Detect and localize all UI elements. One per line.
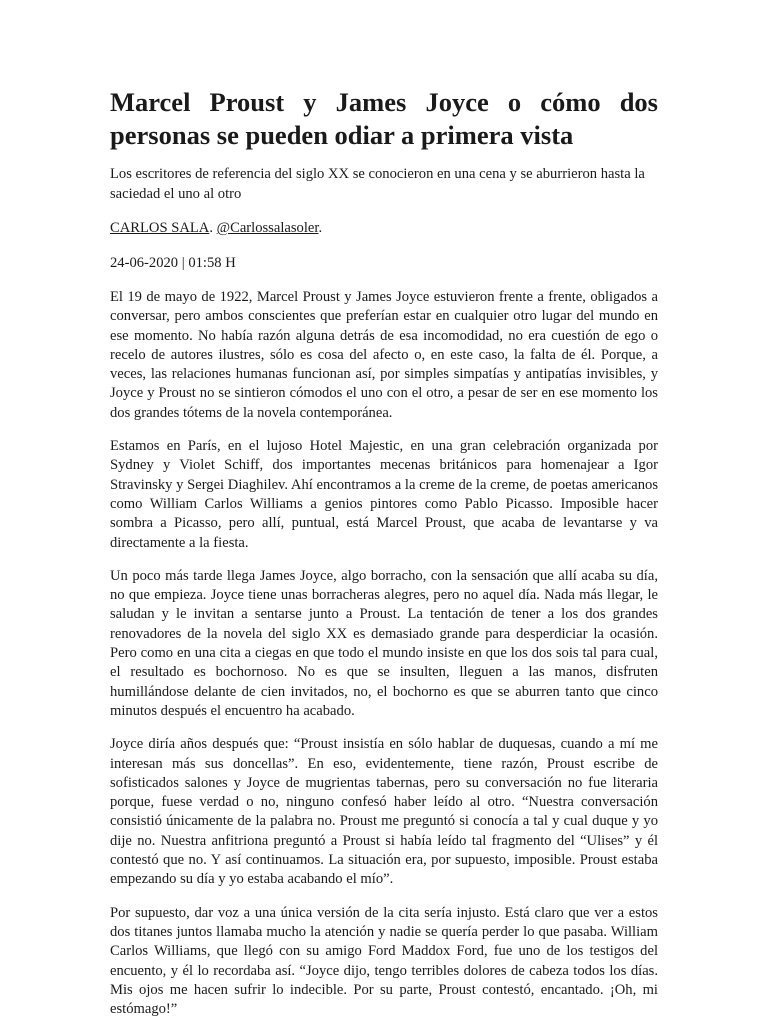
byline-separator: . xyxy=(209,220,217,236)
article-subtitle: Los escritores de referencia del siglo XX se conocieron en una cena y se aburrieron hasta la saciedad el uno al otro xyxy=(110,166,645,202)
author-handle-link[interactable]: @Carlossalasoler xyxy=(216,220,319,236)
paragraph: Un poco más tarde llega James Joyce, algo borracho, con la sensación que allí acaba su día, no que empieza. Joyce tiene unas borracheras alegres, pero no aquel día. Nada más llegar, le saludan y le invitan a sentarse junto a Proust. La tentación de tener a los dos grandes renovadores de la novela del siglo XX es demasiado grande para desperdiciar la ocasión. Pero como en una cita a ciegas en que todo el mundo insiste en que los dos sois tal para cual, el resultado es bochornoso. No es que se insulten, lleguen a las manos, disfruten humillándose delante de cien invitados, no, el bochorno es que se aburren tanto que cinco minutos después el encuentro ha acabado. xyxy=(110,567,658,719)
paragraph: Joyce diría años después que: “Proust insistía en sólo hablar de duquesas, cuando a mí me interesan más sus doncellas”. En eso, evidentemente, tiene razón, Proust escribe de sofisticados salones y Joyce de mugrientas tabernas, pero su conversación no fue literaria porque, fuese verdad o no, ninguno confesó haber leído al otro. “Nuestra conversación consistió únicamente de la palabra no. Proust me preguntó si conocía a tal y cual duque y yo dije no. Nuestra anfitriona preguntó a Proust si había leído tal fragmento del “Ulises” y él contestó que no. Y así continuamos. La situación era, por supuesto, imposible. Proust estaba empezando su día y yo estaba acabando el mío”. xyxy=(110,736,658,888)
paragraph: Por supuesto, dar voz a una única versión de la cita sería injusto. Está claro que ver a estos dos titanes juntos llamaba mucho la atención y nadie se quería perder lo que pasaba. William Carlos Williams, que llegó con su amigo Ford Maddox Ford, fue uno de los testigos del encuento, y él lo recordaba así. “Joyce dijo, tengo terribles dolores de cabeza todos los días. Mis ojos me hacen sufrir lo indecible. Por su parte, Proust contestó, encantado. ¡Oh, mi estómago!” xyxy=(110,904,658,1018)
publish-date: 24-06-2020 | 01:58 H xyxy=(110,255,236,271)
byline xyxy=(110,218,658,238)
author-link[interactable]: CARLOS SALA xyxy=(110,220,210,236)
paragraph: Estamos en París, en el lujoso Hotel Majestic, en una gran celebración organizada por Sydney y Violet Schiff, dos importantes mecenas británicos para homenajear a Igor Stravinsky y Sergei Diaghilev. Ahí encontramos a la creme de la creme, de poetas americanos como William Carlos Williams a genios pintores como Pablo Picasso. Imposible hacer sombra a Picasso, pero allí, puntual, está Marcel Proust, que acaba de levantarse y va directamente a la fiesta. xyxy=(110,438,658,551)
article-title: Marcel Proust y James Joyce o cómo dos personas se pueden odiar a primera vista xyxy=(110,87,658,150)
article xyxy=(110,86,658,1033)
paragraph: El 19 de mayo de 1922, Marcel Proust y James Joyce estuvieron frente a frente, obligados a conversar, pero ambos conscientes que preferían estar en cualquier otro lugar del mundo en ese momento. No había razón alguna detrás de esa incomodidad, no era cuestión de ego o recelo de autores ilustres, sólo es cosa del afecto o, en este caso, la falta de él. Porque, a veces, las relaciones humanas funcionan así, por simples simpatías y antipatías invisibles, y Joyce y Proust no se sintieron cómodos el uno con el otro, a pesar de ser en ese momento los dos grandes tótems de la novela contemporánea. xyxy=(110,289,658,421)
byline-suffix: . xyxy=(318,220,323,236)
